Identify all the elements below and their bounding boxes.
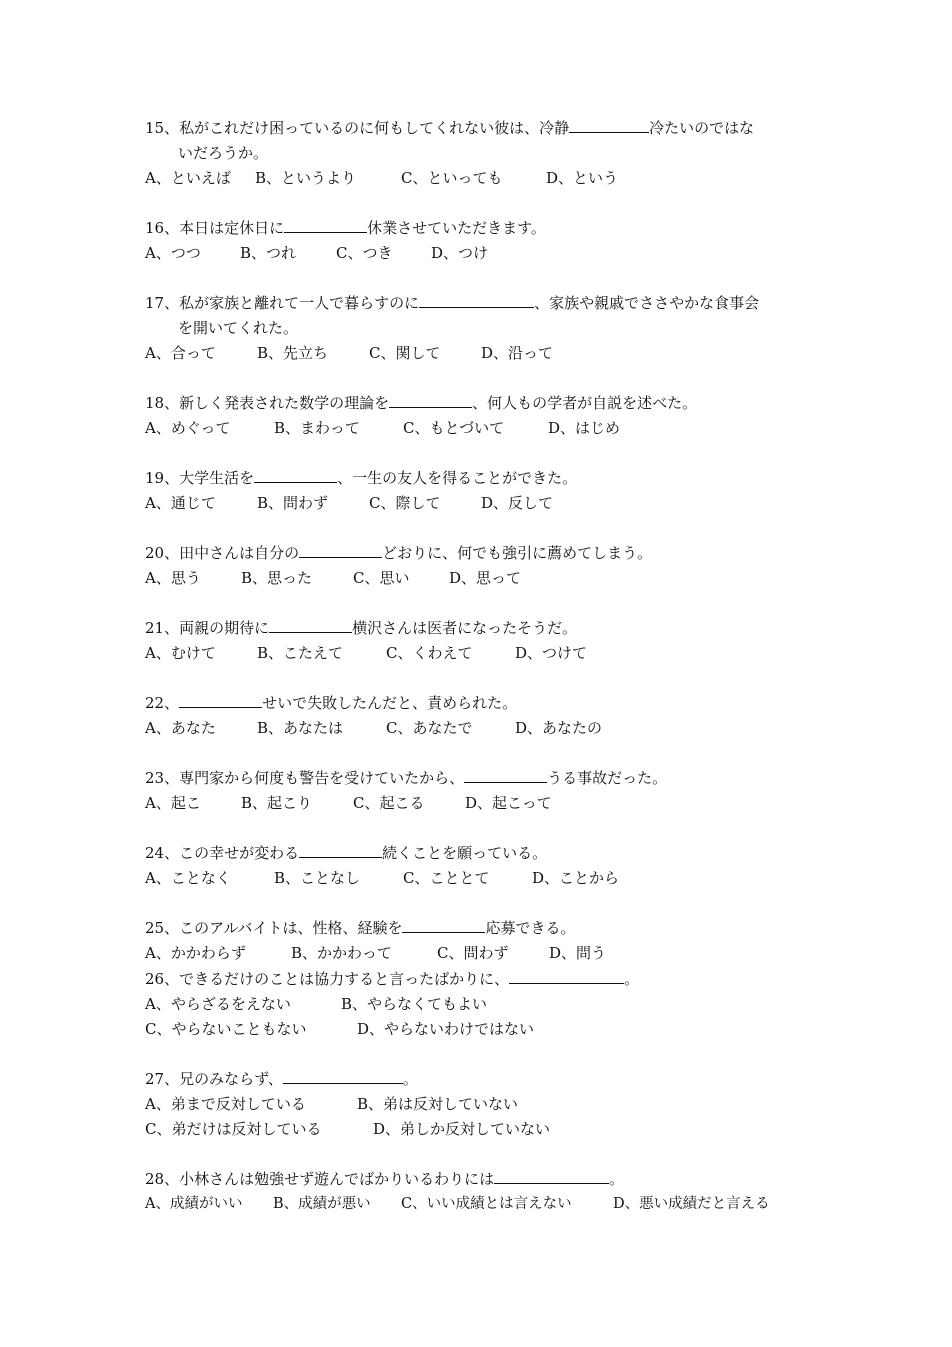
options-17 (145, 341, 825, 366)
option-b: B、ことなし (274, 869, 361, 887)
option-b: B、かかわって (291, 944, 392, 962)
option-a: A、やらざるをえない (145, 995, 291, 1013)
option-c: C、こととて (403, 869, 490, 887)
option-a: A、つつ (145, 244, 201, 262)
question-26: 26、できるだけのことは協力すると言ったばかりに、 。 (145, 966, 825, 992)
exam-page (145, 115, 825, 1217)
option-a: A、通じて (145, 494, 216, 512)
option-c: C、際して (369, 494, 441, 512)
answer-blank (284, 215, 367, 233)
answer-blank (402, 915, 485, 933)
question-22: 22、 せいで失敗したんだと、責められた。 (145, 690, 825, 716)
option-d: D、あなたの (515, 719, 603, 737)
option-d: D、沿って (481, 344, 554, 362)
option-a: A、起こ (145, 794, 201, 812)
option-b: B、やらなくてもよい (341, 995, 488, 1013)
option-c: C、いい成績とは言えない (401, 1196, 572, 1212)
option-a: A、合って (145, 344, 216, 362)
option-c: C、弟だけは反対している (145, 1120, 322, 1138)
option-b: B、弟は反対していない (357, 1095, 519, 1113)
question-27: 27、兄のみならず、 。 (145, 1066, 825, 1092)
options-28 (145, 1192, 825, 1217)
options-21 (145, 641, 825, 666)
options-23 (145, 791, 825, 816)
question-21: 21、両親の期待に 横沢さんは医者になったそうだ。 (145, 615, 825, 641)
option-b: B、まわって (274, 419, 360, 437)
option-b: B、成績が悪い (273, 1196, 371, 1212)
options-26 (145, 992, 825, 1017)
question-23: 23、専門家から何度も警告を受けていたから、 うる事故だった。 (145, 765, 825, 791)
option-d: D、という (546, 169, 619, 187)
option-c: C、思い (353, 569, 410, 587)
option-d: D、問う (549, 944, 607, 962)
option-a: A、あなた (145, 719, 216, 737)
question-18: 18、新しく発表された数学の理論を 、何人もの学者が自説を述べた。 (145, 390, 825, 416)
question-24: 24、この幸せが変わる 続くことを願っている。 (145, 840, 825, 866)
option-c: C、つき (336, 244, 393, 262)
option-b: B、つれ (240, 244, 297, 262)
answer-blank (509, 966, 624, 984)
option-d: D、やらないわけではない (357, 1020, 535, 1038)
option-c: C、くわえて (386, 644, 473, 662)
answer-blank (419, 290, 534, 308)
options-19 (145, 491, 825, 516)
option-d: D、弟しか反対していない (373, 1120, 551, 1138)
answer-blank (389, 390, 472, 408)
question-20: 20、田中さんは自分の どおりに、何でも強引に薦めてしまう。 (145, 540, 825, 566)
option-c: C、といっても (401, 169, 503, 187)
option-d: D、思って (449, 569, 522, 587)
answer-blank (179, 690, 262, 708)
option-d: D、反して (481, 494, 554, 512)
question-25: 25、このアルバイトは、性格、経験を 応募できる。 (145, 915, 825, 941)
options-20 (145, 566, 825, 591)
answer-blank (299, 540, 382, 558)
option-a: A、かかわらず (145, 944, 246, 962)
options-16 (145, 241, 825, 266)
answer-blank (283, 1066, 403, 1084)
option-b: B、あなたは (257, 719, 344, 737)
option-b: B、こたえて (257, 644, 344, 662)
option-d: D、つけて (515, 644, 588, 662)
options-22 (145, 716, 825, 741)
option-b: B、というより (255, 169, 357, 187)
option-d: D、はじめ (548, 419, 621, 437)
options-25 (145, 941, 825, 966)
question-19: 19、大学生活を 、一生の友人を得ることができた。 (145, 465, 825, 491)
options-27-row-2 (145, 1117, 825, 1142)
option-a: A、といえば (145, 169, 231, 187)
option-a: A、ことなく (145, 869, 231, 887)
answer-blank (464, 765, 547, 783)
answer-blank (254, 465, 337, 483)
option-d: D、起こって (465, 794, 552, 812)
option-c: C、あなたで (386, 719, 473, 737)
option-c: C、関して (369, 344, 441, 362)
option-c: C、やらないこともない (145, 1020, 307, 1038)
option-a: A、成績がいい (145, 1196, 243, 1212)
option-d: D、ことから (532, 869, 620, 887)
answer-blank (494, 1166, 609, 1184)
options-26-row-2 (145, 1017, 825, 1042)
option-c: C、もとづいて (403, 419, 505, 437)
option-c: C、起こる (353, 794, 425, 812)
option-b: B、先立ち (257, 344, 329, 362)
question-16: 16、本日は定休日に 休業させていただきます。 (145, 215, 825, 241)
answer-blank (299, 840, 382, 858)
answer-blank (569, 115, 649, 133)
option-b: B、起こり (241, 794, 313, 812)
options-18 (145, 416, 825, 441)
option-d: D、つけ (431, 244, 489, 262)
option-b: B、思った (241, 569, 313, 587)
option-a: A、弟まで反対している (145, 1095, 306, 1113)
options-24 (145, 866, 825, 891)
option-d: D、悪い成績だと言える (613, 1196, 770, 1212)
answer-blank (269, 615, 352, 633)
option-a: A、めぐって (145, 419, 231, 437)
question-28: 28、小林さんは勉強せず遊んでばかりいるわりには 。 (145, 1166, 825, 1192)
option-a: A、思う (145, 569, 201, 587)
question-17: 17、私が家族と離れて一人で暮らすのに 、家族や親戚でささやかな食事会 を開いてくれた。 (145, 290, 825, 341)
options-15 (145, 166, 825, 191)
option-a: A、むけて (145, 644, 216, 662)
question-15: 15、私がこれだけ困っているのに何もしてくれない彼は、冷静 冷たいのではな いだろうか。 (145, 115, 825, 166)
option-b: B、問わず (257, 494, 329, 512)
option-c: C、問わず (437, 944, 509, 962)
options-27 (145, 1092, 825, 1117)
